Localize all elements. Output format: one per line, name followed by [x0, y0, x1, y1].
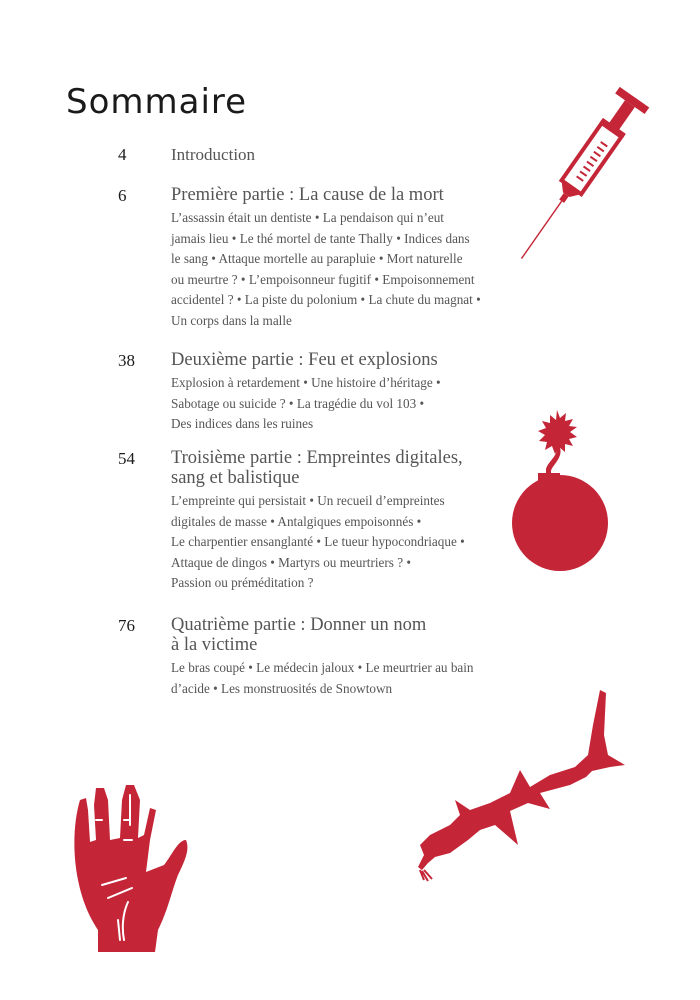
chapter-list: [171, 208, 541, 332]
shark-icon: [410, 685, 640, 895]
chapter-line: le sang • Attaque mortelle au parapluie • Mort naturelle: [171, 251, 463, 267]
page-number: 38: [118, 351, 135, 370]
page-number: 76: [118, 616, 135, 635]
entry-title-line: à la victime: [171, 635, 258, 655]
entry-title: Deuxième partie : Feu et explosions: [171, 350, 438, 370]
entry-title-line: Quatrième partie : Donner un nom: [171, 615, 427, 635]
chapter-line: L’empreinte qui persistait • Un recueil d’empreintes: [171, 493, 445, 508]
chapter-line: Attaque de dingos • Martyrs ou meurtriers ? •: [171, 554, 411, 570]
page-title: Sommaire: [66, 82, 248, 122]
chapter-line: digitales de masse • Antalgiques empoisonnés •: [171, 513, 422, 529]
chapter-line: Sabotage ou suicide ? • La tragédie du vol 103 •: [171, 395, 425, 411]
entry-title: [171, 448, 531, 488]
syringe-icon: [500, 75, 660, 275]
chapter-line: accidentel ? • La piste du polonium • La chute du magnat •: [171, 292, 481, 308]
chapter-line: jamais lieu • Le thé mortel de tante Thally • Indices dans: [171, 230, 470, 246]
chapter-line: Des indices dans les ruines: [171, 416, 314, 432]
chapter-line: Explosion à retardement • Une histoire d’héritage •: [171, 375, 441, 390]
page-number: 4: [118, 145, 127, 164]
chapter-list: [171, 373, 541, 435]
chapter-line: d’acide • Les monstruosités de Snowtown: [171, 680, 393, 696]
entry-title: Introduction: [171, 145, 256, 164]
page-number: 54: [118, 449, 135, 468]
chapter-line: L’assassin était un dentiste • La pendaison qui n’eut: [171, 210, 444, 225]
bomb-icon: [510, 405, 625, 585]
page-number: 6: [118, 186, 127, 205]
chapter-line: Passion ou préméditation ?: [171, 575, 314, 591]
entry-title: [171, 615, 531, 655]
entry-title-line: sang et balistique: [171, 468, 300, 488]
entry-title-line: Troisième partie : Empreintes digitales,: [171, 448, 463, 468]
hand-icon: [60, 780, 200, 960]
chapter-line: ou meurtre ? • L’empoisonneur fugitif • Empoisonnement: [171, 271, 475, 287]
entry-title: Première partie : La cause de la mort: [171, 185, 444, 205]
chapter-line: Le charpentier ensanglanté • Le tueur hypocondriaque •: [171, 534, 465, 550]
chapter-list: [171, 491, 541, 594]
chapter-line: Un corps dans la malle: [171, 312, 292, 328]
chapter-line: Le bras coupé • Le médecin jaloux • Le meurtrier au bain: [171, 660, 474, 675]
